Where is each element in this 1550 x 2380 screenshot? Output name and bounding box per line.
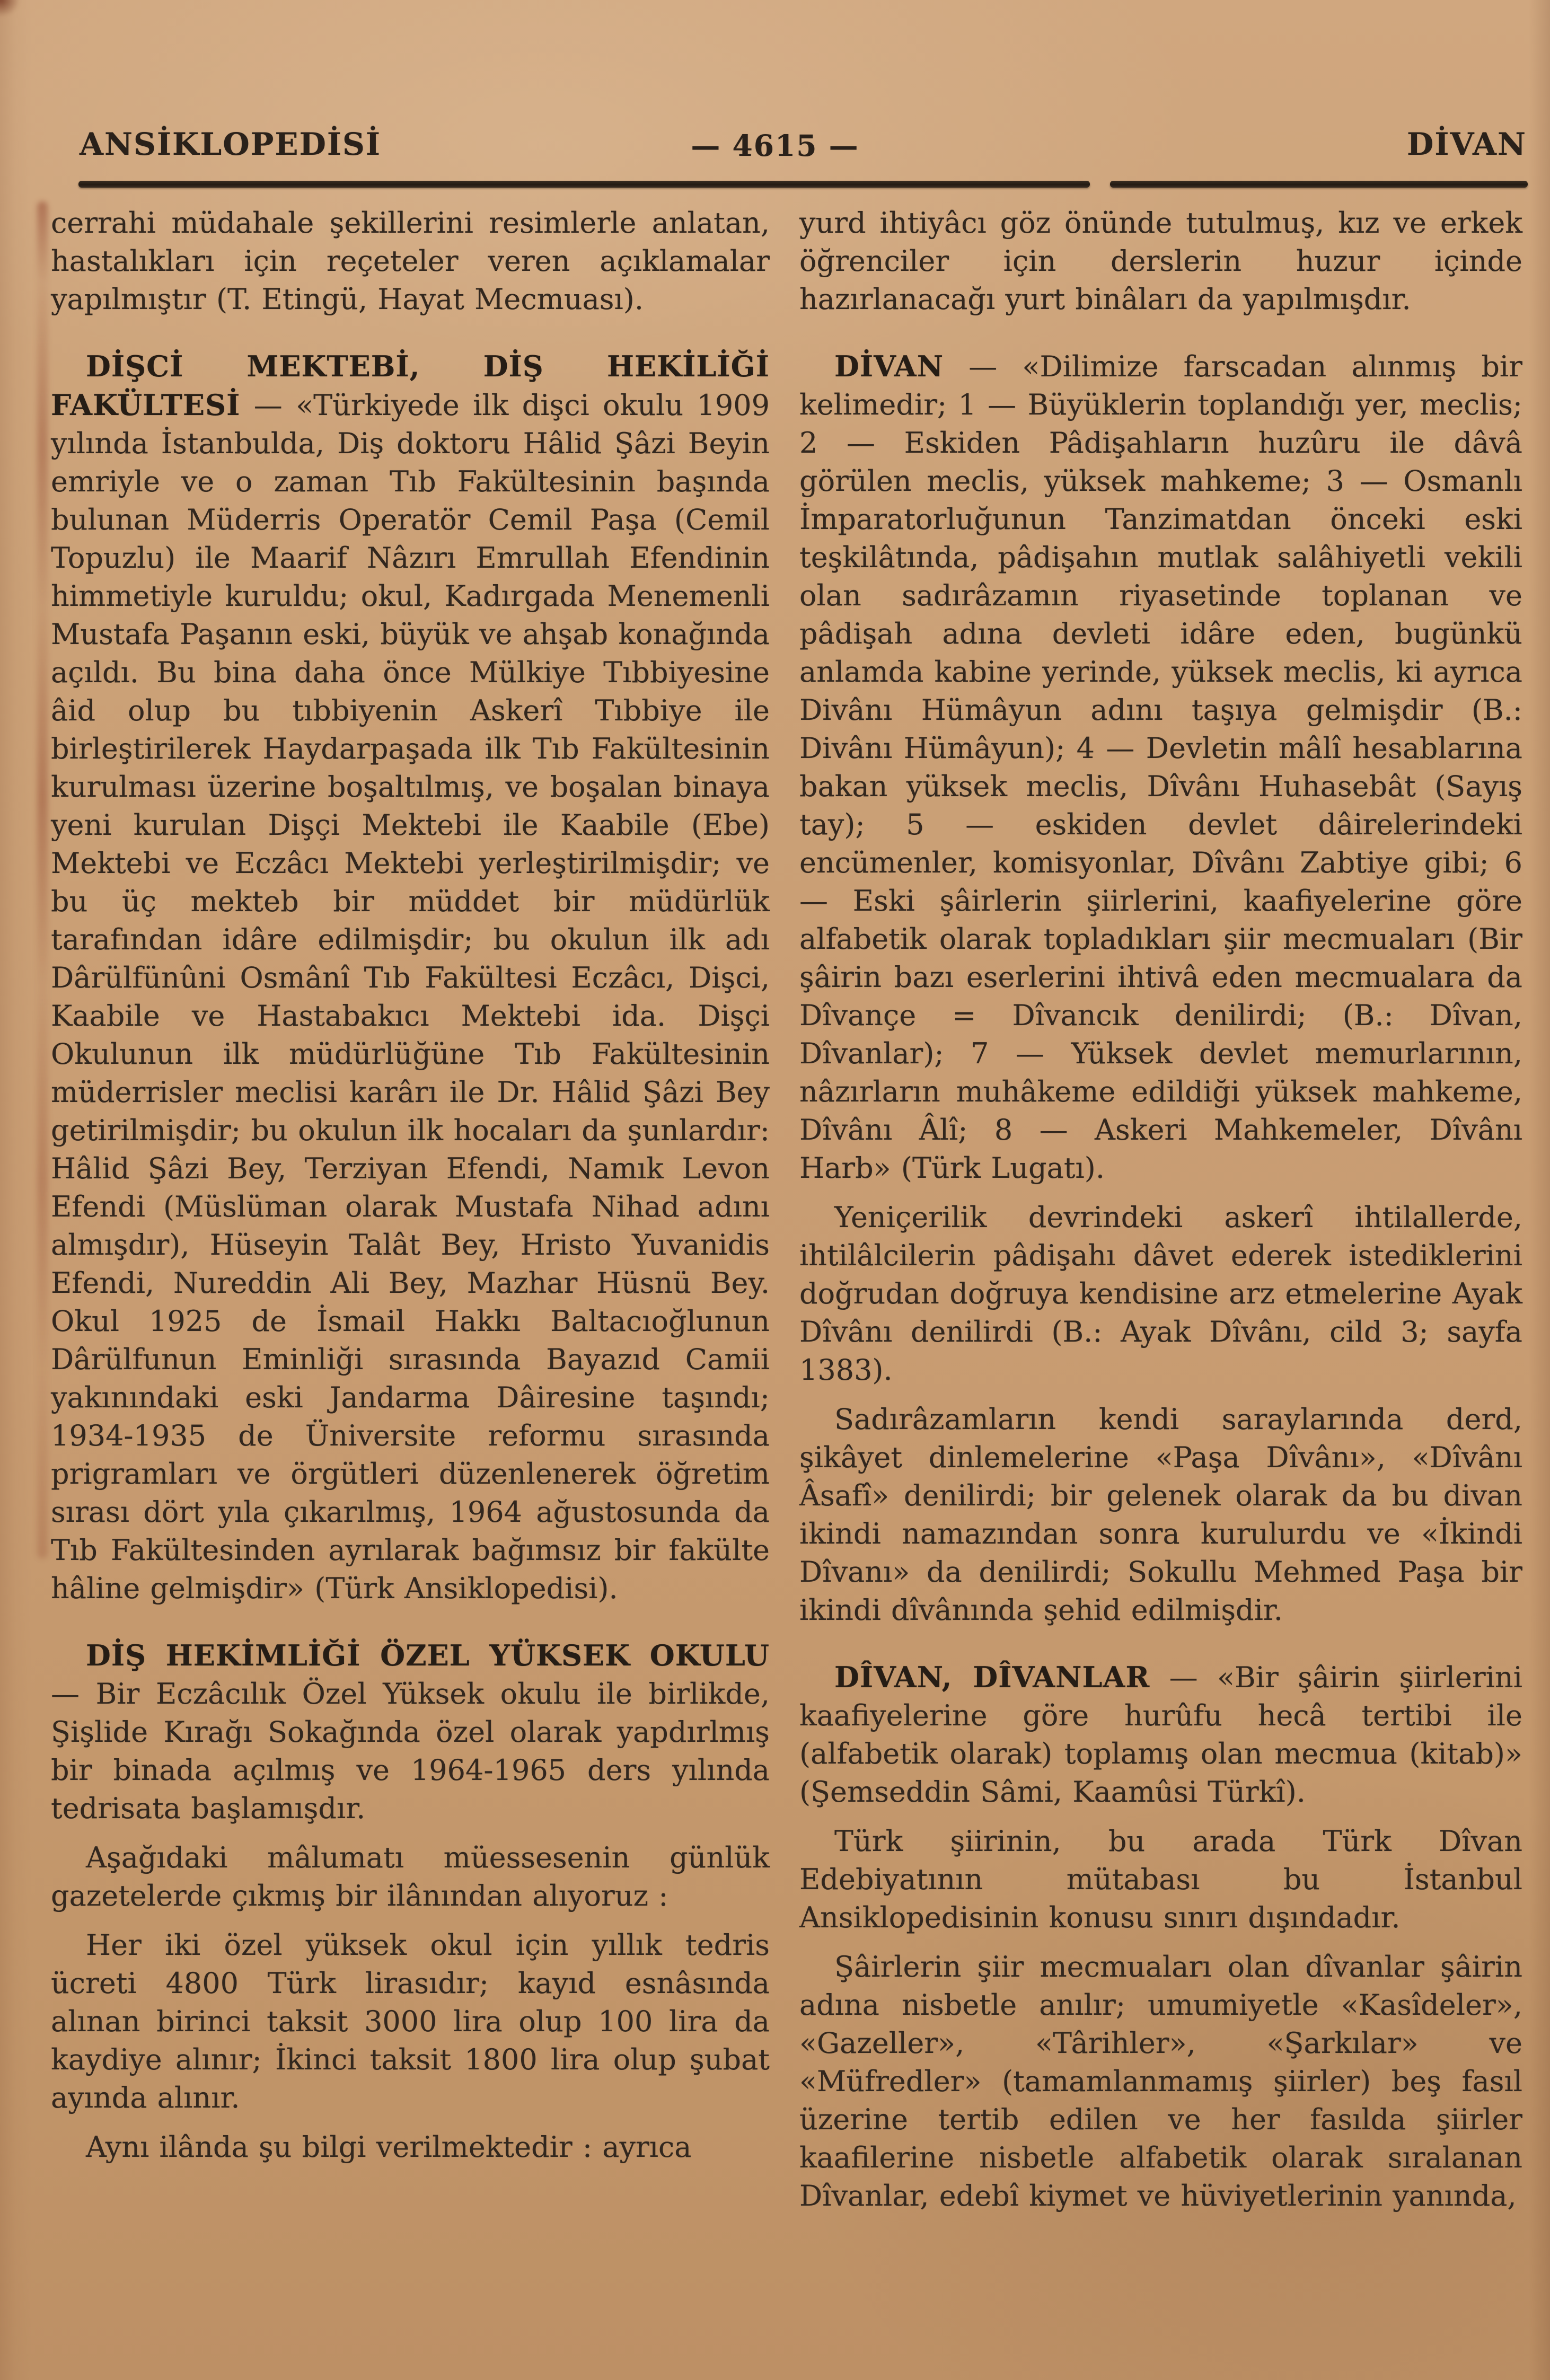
entry-headword: DİŞCİ MEKTEBİ, DİŞ HEKİLİĞİ FAKÜLTESİ [51,349,770,422]
page-header [0,126,1550,169]
paragraph [799,1947,1522,2215]
paragraph-text: — «Türkiyede ilk dişci okulu 1909 yılında İstanbulda, Diş doktoru Hâlid Şâzi Beyin emriyle ve o zaman Tıb Fakültesinin başında bulunan Müderris Operatör Cemil Paşa (Cemil Topuzlu) ile Maarif Nâzırı Emrullah Efendinin himmetiyle kuruldu; okul, Kadırgada Menemenli Mustafa Paşanın eski, büyük ve ahşab konağında açıldı. Bu bina daha önce Mülkiye Tıbbiyesine âid olup bu tıbbiyenin Askerî Tıbbiye ile birleştirilerek Haydarpaşada ilk Tıb Fakültesinin kurulması üzerine boşaltılmış, ve boşalan binaya yeni kurulan Dişçi Mektebi ile Kaabile (Ebe) Mektebi ve Eczâcı Mektebi yerleştirilmişdir; ve bu üç mekteb bir müddet bir müdürlük tarafından idâre edilmişdir; bu okulun ilk adı Dârülfünûni Osmânî Tıb Fakültesi Eczâcı, Dişci, Kaabile ve Hastabakıcı Mektebi ida. Dişçi Okulunun ilk müdürlüğüne Tıb Fakültesinin müderrisler meclisi karârı ile Dr. Hâlid Şâzi Bey getirilmişdir; bu okulun ilk hocaları da şunlardır: Hâlid Şâzi Bey, Terziyan Efendi, Namık Levon Efendi (Müslüman olarak Mustafa Nihad adını almışdır), Hüseyin Talât Bey, Hristo Yuvanidis Efendi, Nureddin Ali Bey, Mazhar Hüsnü Bey. Okul 1925 de İsmail Hakkı Baltacıoğlunun Dârülfunun Eminliği sırasında Bayazıd Camii yakınındaki eski Jandarma Dâiresine taşındı; 1934-1935 de Üniversite reformu sırasında prigramları ve örgütleri düzenlenerek öğretim sırası dört yıla çıkarılmış, 1964 ağustosunda da Tıb Fakültesinden ayrılarak bağımsız bir fakülte hâline gelmişdir» (Türk Ansiklopedisi). [51,389,770,1605]
paragraph [799,1400,1522,1629]
paragraph-text: — Bir Eczâcılık Özel Yüksek okulu ile birlikde, Şişlide Kırağı Sokağında özel olarak yapdırlmış bir binada açılmış ve 1964-1965 ders yılında tedrisata başlamışdır. [51,1677,770,1825]
paragraph-text: Aşağıdaki mâlumatı müessesenin günlük gazetelerde çıkmış bir ilânından alıyoruz : [51,1841,770,1912]
header-rule-right [1110,181,1528,188]
paragraph-text: Yeniçerilik devrindeki askerî ihtilallerde, ihtilâlcilerin pâdişahı dâvet ederek istediklerini doğrudan doğruya kendisine arz etmelerine Ayak Dîvânı denilirdi (B.: Ayak Dîvânı, cild 3; sayfa 1383). [799,1201,1522,1387]
paragraph-text: Her iki özel yüksek okul için yıllık tedris ücreti 4800 Türk lirasıdır; kayıd esnâsında alınan birinci taksit 3000 lira olup 100 lira da kaydiye alınır; İkinci taksit 1800 lira olup şubat ayında alınır. [51,1928,770,2114]
paragraph [51,2128,770,2166]
header-rule-left [78,181,1090,188]
paragraph-text: — «Dilimize farscadan alınmış bir kelimedir; 1 — Büyüklerin toplandığı yer, meclis; 2 — Eskiden Pâdişahların huzûru ile dâvâ görülen meclis, yüksek mahkeme; 3 — Osmanlı İmparatorluğunun Tanzimatdan önceki eski teşkilâtında, pâdişahın mutlak salâhiyetli vekili olan sadırâzamın riyasetinde toplanan ve pâdişah adına devleti idâre eden, bugünkü anlamda kabine yerinde, yüksek meclis, ki ayrıca Divânı Hümâyun adını taşıya gelmişdir (B.: Divânı Hümâyun); 4 — Devletin mâlî hesablarına bakan yüksek meclis, Dîvânı Huhasebât (Sayış tay); 5 — eskiden devlet dâirelerindeki encümenler, komisyonlar, Dîvânı Zabtiye gibi; 6 — Eski şâirlerin şiirlerini, kaafiyelerine göre alfabetik olarak topladıkları şiir mecmuaları (Bir şâirin bazı eserlerini ihtivâ eden mecmualara da Dîvançe = Dîvancık denilirdi; (B.: Dîvan, Dîvanlar); 7 — Yüksek devlet memurlarının, nâzırların muhâkeme edildiği yüksek mahkeme, Dîvânı Âlî; 8 — Askeri Mahkemeler, Dîvânı Harb» (Türk Lugatı). [799,350,1522,1185]
entry-disci-mektebi [51,347,770,1608]
paragraph-text: cerrahi müdahale şekillerini resimlerle anlatan, hastalıkları için reçeteler veren açıklamalar yapılmıştır (T. Etingü, Hayat Mecmuası). [51,206,770,316]
entry-dis-hekimligi-ozel-yuksek-okulu [51,1636,770,1828]
paragraph-text: Aynı ilânda şu bilgi verilmektedir : ayrıca [86,2130,692,2164]
paragraph [51,1838,770,1915]
paragraph [799,1822,1522,1937]
entry-headword: DÎVAN, DÎVANLAR [834,1660,1150,1694]
running-title-right: DİVAN [1407,126,1527,162]
scan-left-streak [37,201,48,1558]
paragraph-continuation [799,204,1522,319]
entry-headword: DİŞ HEKİMLİĞİ ÖZEL YÜKSEK OKULU [86,1638,770,1672]
paragraph-text: yurd ihtiyâcı göz önünde tutulmuş, kız ve erkek öğrenciler için derslerin huzur içinde hazırlanacağı yurt binâları da yapılmışdır. [799,206,1522,316]
page-number: — 4615 — [691,128,859,163]
paragraph [51,1926,770,2117]
paragraph-text: Şâirlerin şiir mecmuaları olan dîvanlar şâirin adına nisbetle anılır; umumiyetle «Kasîdeler», «Gazeller», «Târihler», «Şarkılar» ve «Müfredler» (tamamlanmamış şiirler) beş fasıl üzerine tertib edilen ve her fasılda şiirler kaafilerine nisbetle alfabetik olarak sıralanan Dîvanlar, edebî kiymet ve hüviyetlerinin yanında, [799,1950,1522,2212]
column-right [799,204,1522,2215]
entry-headword: DİVAN [834,349,944,383]
paragraph [799,1198,1522,1389]
running-title-left: ANSİKLOPEDİSİ [80,126,382,162]
paragraph-continuation [51,204,770,319]
paragraph-text: Türk şiirinin, bu arada Türk Dîvan Edebiyatının mütabası bu İstanbul Ansiklopedisinin konusu sınırı dışındadır. [799,1824,1522,1934]
paragraph-text: Sadırâzamların kendi saraylarında derd, şikâyet dinlemelerine «Paşa Dîvânı», «Dîvânı Âsafî» denilirdi; bir gelenek olarak da bu divan ikindi namazından sonra kurulurdu ve «İkindi Dîvanı» da denilirdi; Sokullu Mehmed Paşa bir ikindi dîvânında şehid edilmişdir. [799,1403,1522,1627]
column-left [51,204,770,2166]
scan-corner-smudge [0,0,20,17]
entry-divan [799,347,1522,1187]
paragraph-text: — «Bir şâirin şiirlerini kaafiyelerine göre hurûfu hecâ tertibi ile (alfabetik olarak) toplamış olan mecmua (kitab)» (Şemseddin Sâmi, Kaamûsi Türkî). [799,1661,1522,1809]
entry-divan-divanlar [799,1658,1522,1811]
